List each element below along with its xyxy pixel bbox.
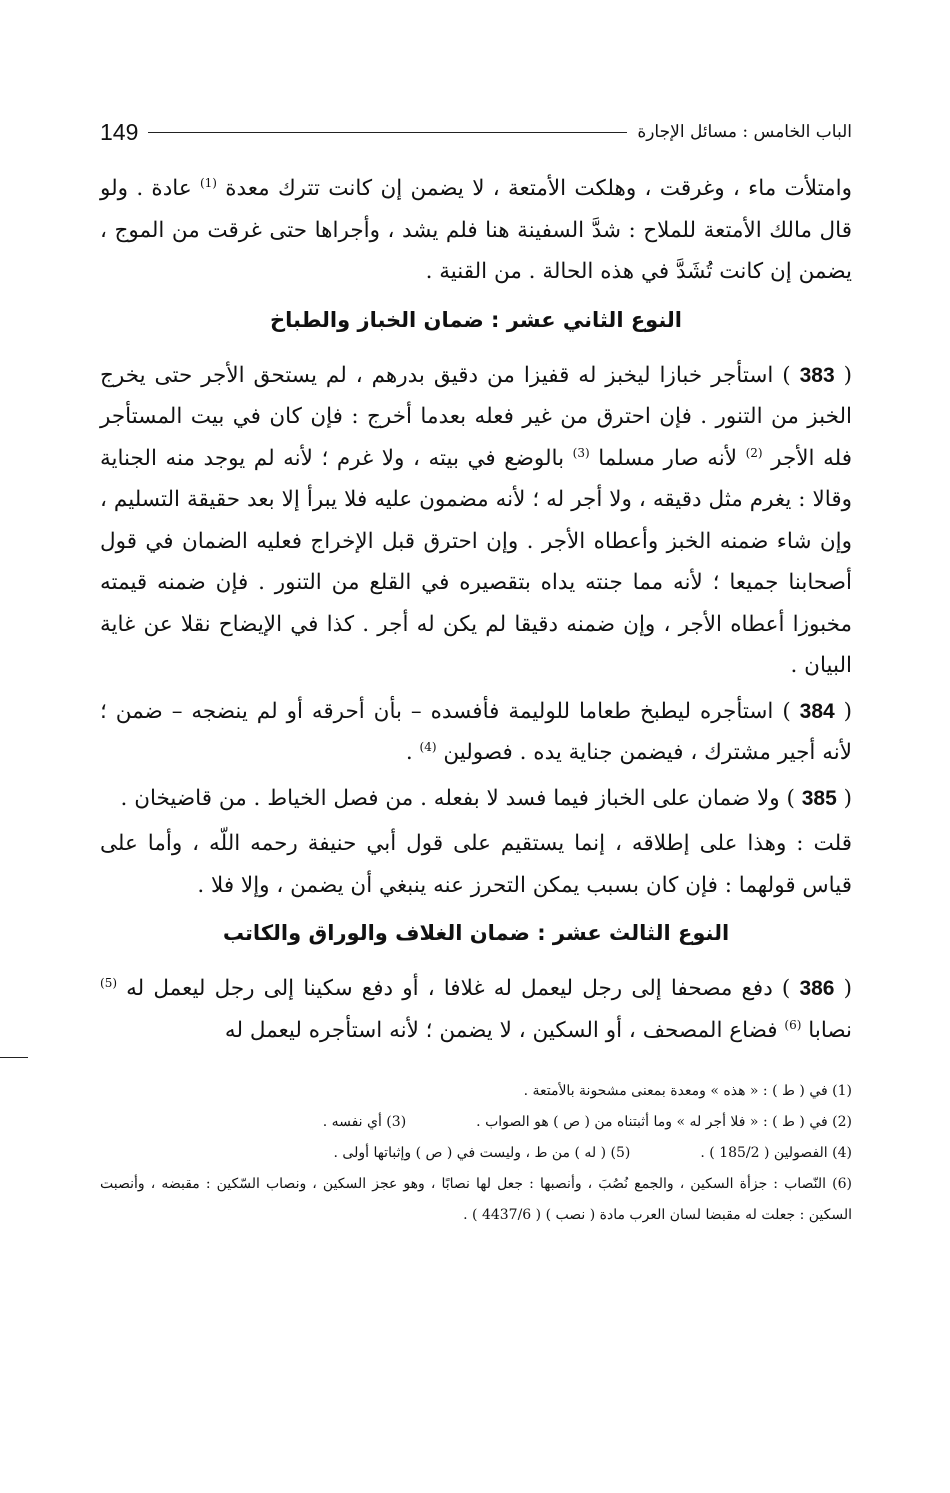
running-title: الباب الخامس : مسائل الإجارة bbox=[637, 122, 852, 142]
qultu-paragraph: قلت : وهذا على إطلاقه ، إنما يستقيم على قول أبي حنيفة رحمه اللّه ، وأما على قياس قولهما : فإن كان بسبب يمكن التحرز عنه ينبغي أن يضمن ، وإلا فلا . bbox=[100, 831, 852, 898]
intro-line-1: وامتلأت ماء ، وغرقت ، وهلكت الأمتعة ، لا يضمن إن كانت تترك معدة bbox=[225, 176, 852, 201]
footnote-6: (6) النّصاب : جزأة السكين ، والجمع نُصُبَ ، وأنصبها : جعل لها نصابًا ، وهو عجز السكين ، ونصاب السّكين : مقبضه ، وأنصبت السكين : جعلت له مقبضا لسان العرب مادة ( نصب ) ( 4437/6 ) . bbox=[100, 1176, 852, 1223]
paragraph-384-text-1: استأجره ليطبخ طعاما للوليمة فأفسده – بأن أحرقه أو لم ينضجه – ضمن ؛ لأنه أجير مشترك ، فيضمن جناية يده . فصولين bbox=[100, 698, 852, 765]
paragraph-386-text-1: دفع مصحفا إلى رجل ليعمل له غلافا ، أو دفع سكينا إلى رجل ليعمل له bbox=[126, 976, 773, 1001]
footnote-ref-6: (6) bbox=[784, 1017, 802, 1032]
header-rule bbox=[148, 132, 627, 133]
paren-open: ( bbox=[843, 362, 853, 388]
footnote-5: (5) ( له ) من ط ، وليست في ( ص ) وإثباتها أولى . bbox=[333, 1145, 631, 1161]
paragraph-number-385: 385 bbox=[801, 786, 837, 810]
footnotes bbox=[100, 1076, 852, 1231]
paren-close: ) bbox=[786, 785, 795, 811]
paragraph-386 bbox=[100, 968, 852, 1051]
page-number: 149 bbox=[100, 118, 139, 145]
intro-text: عادة . ولو قال مالك الأمتعة للملاح : شدَّ السفينة هنا فلم يشد ، وأجراها حتى غرقت من الموج ، يضمن إن كانت تُشَدَّ في هذه الحالة . من القنية . bbox=[100, 176, 852, 284]
paragraph-383-text-2: لأنه صار مسلما bbox=[598, 445, 738, 471]
paren-open: ( bbox=[843, 698, 853, 724]
page-body bbox=[100, 168, 852, 1231]
paren-open: ( bbox=[843, 976, 853, 1001]
paragraph-385 bbox=[100, 778, 852, 820]
footnote-2: (2) في ( ط ) : « فلا أجر له » وما أثبتناه من ( ص ) هو الصواب . bbox=[476, 1114, 852, 1130]
paren-close: ) bbox=[782, 362, 791, 388]
paren-close: ) bbox=[781, 976, 791, 1001]
paragraph-number-386: 386 bbox=[799, 977, 835, 1000]
paragraph-number-383: 383 bbox=[799, 363, 835, 387]
footnote-ref-3: (3) bbox=[572, 445, 590, 460]
footnote-ref-4: (4) bbox=[419, 739, 437, 754]
paragraph-383-text-3: بالوضع في بيته ، ولا غرم ؛ لأنه لم يوجد منه الجناية وقالا : يغرم مثل دقيقه ، ولا أجر له ؛ لأنه مضمون عليه فلا يبرأ إلا بعد حقيقة التسليم ، وإن شاء ضمنه الخبز وأعطاه الأجر . وإن احترق قبل الإخراج فعليه الضمان في قول أصحابنا جميعا ؛ لأنه مما جنته يداه بتقصيره في القلع من التنور . فإن ضمنه قيمته مخبوزا أعطاه الأجر ، وإن ضمنه دقيقا لم يكن له أجر . كذا في الإيضاح نقلا عن غاية البيان . bbox=[100, 445, 852, 678]
footnote-ref-1: (1) bbox=[199, 175, 217, 190]
paragraph-385-text: ولا ضمان على الخباز فيما فسد لا بفعله . من فصل الخياط . من قاضيخان . bbox=[120, 785, 780, 811]
paren-open: ( bbox=[843, 785, 852, 811]
footnote-4: (4) الفصولين ( 185/2 ) . bbox=[700, 1145, 852, 1161]
footnote-ref-5: (5) bbox=[100, 975, 118, 990]
footnote-row-4 bbox=[100, 1138, 852, 1169]
book-page bbox=[100, 112, 852, 1231]
paragraph-383-text-1: استأجر خبازا ليخبز له قفيزا من دقيق بدرهم ، لم يستحق الأجر حتى يخرج الخبز من التنور . فإن احترق من غير فعله بعدما أخرج : فإن كان في بيت المستأجر فله الأجر bbox=[100, 362, 852, 471]
running-header bbox=[100, 112, 852, 152]
footnote-row-2 bbox=[100, 1107, 852, 1138]
intro-paragraph bbox=[100, 168, 852, 293]
section-heading-13: النوع الثالث عشر : ضمان الغلاف والوراق والكاتب bbox=[222, 921, 730, 945]
footnote-rule bbox=[0, 1057, 28, 1058]
paragraph-384 bbox=[100, 691, 852, 774]
paragraph-383 bbox=[100, 355, 852, 687]
paragraph-384-text-2: . bbox=[405, 740, 413, 765]
footnote-3: (3) أي نفسه . bbox=[322, 1114, 407, 1130]
section-heading-12: النوع الثاني عشر : ضمان الخباز والطباخ bbox=[269, 307, 682, 332]
paragraph-386-text-2: نصابا bbox=[808, 1017, 852, 1043]
footnote-ref-2: (2) bbox=[745, 445, 763, 460]
paragraph-386-text-3: فضاع المصحف ، أو السكين ، لا يضمن ؛ لأنه استأجره ليعمل له bbox=[224, 1017, 778, 1043]
paragraph-number-384: 384 bbox=[799, 699, 835, 723]
paren-close: ) bbox=[782, 698, 791, 724]
footnote-1: (1) في ( ط ) : « هذه » ومعدة بمعنى مشحونة بالأمتعة . bbox=[523, 1083, 852, 1099]
